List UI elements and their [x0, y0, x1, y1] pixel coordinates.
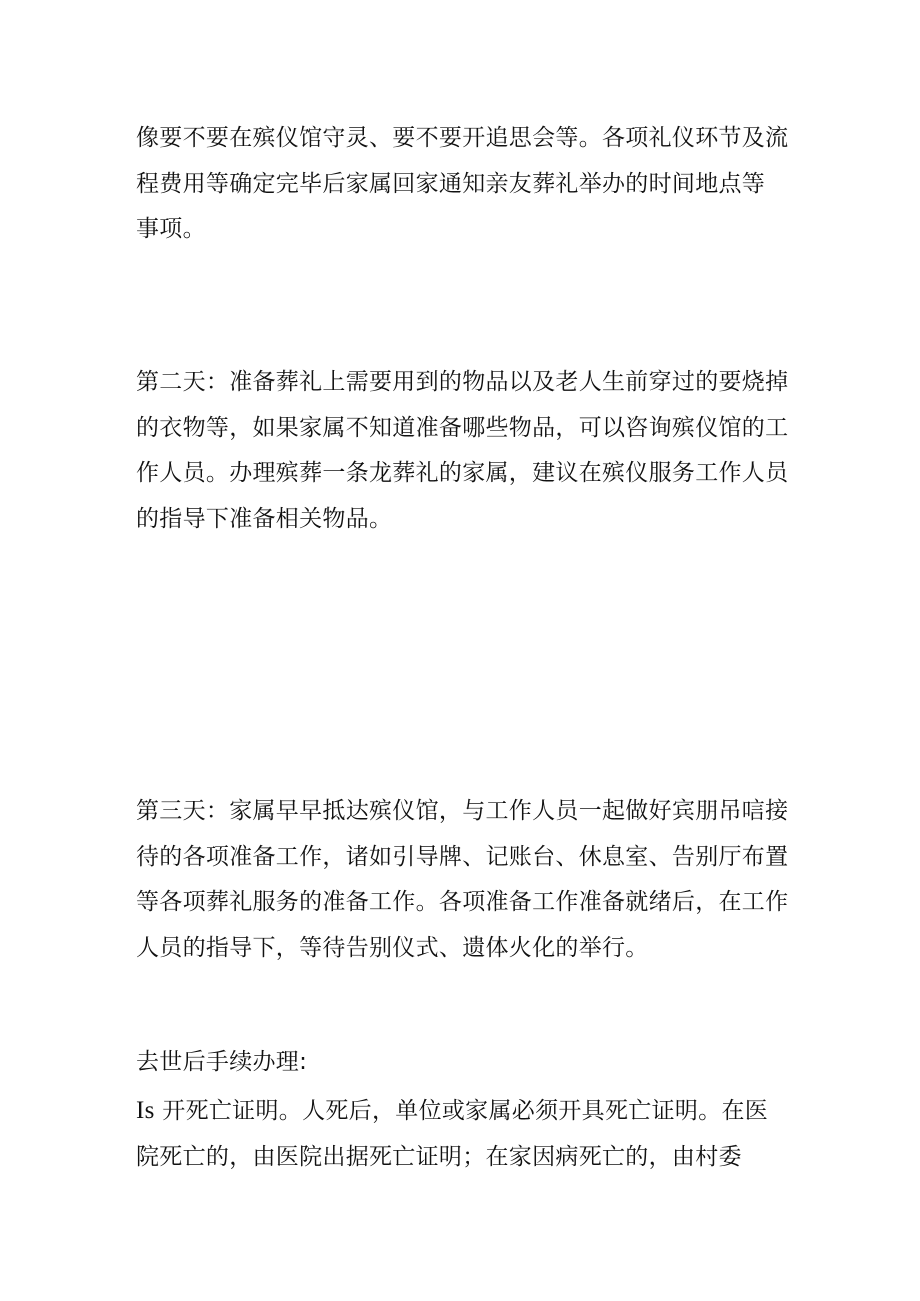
item-death-certificate	[136, 1088, 796, 1180]
item-line	[136, 1088, 796, 1135]
section-heading	[136, 1040, 796, 1086]
paragraph-line: 第三天：家属早早抵达殡仪馆，与工作人员一起做好宾朋吊唁接	[136, 798, 789, 824]
paragraph-wake-and-memorial	[136, 116, 796, 253]
paragraph-line: 像要不要在殡仪馆守灵、要不要开追思会等。各项礼仪环节及流	[136, 125, 789, 151]
item-prefix: Is	[136, 1097, 155, 1124]
paragraph-day-three	[136, 789, 796, 971]
paragraph-line: 第二天：准备葬礼上需要用到的物品以及老人生前穿过的要烧掉	[136, 369, 789, 395]
section-heading-text: 去世后手续办理:	[136, 1049, 308, 1075]
paragraph-line: 事项。	[136, 216, 206, 242]
paragraph-line: 人员的指导下，等待告别仪式、遗体火化的举行。	[136, 934, 649, 961]
item-line-text: 开死亡证明。人死后，单位或家属必须开具死亡证明。在医	[154, 1098, 769, 1124]
paragraph-line: 作人员。办理殡葬一条龙葬礼的家属，建议在殡仪服务工作人员	[136, 460, 789, 486]
item-line: 院死亡的，由医院出据死亡证明；在家因病死亡的，由村委	[136, 1143, 742, 1170]
paragraph-line: 的指导下准备相关物品。	[136, 505, 393, 532]
paragraph-day-two	[136, 360, 796, 542]
paragraph-line: 等各项葬礼服务的准备工作。各项准备工作准备就绪后，在工作	[136, 889, 789, 915]
paragraph-line: 的衣物等，如果家属不知道准备哪些物品，可以咨询殡仪馆的工	[136, 414, 789, 441]
paragraph-line: 待的各项准备工作，诸如引导牌、记账台、休息室、告别厅布置	[136, 843, 789, 870]
paragraph-line: 程费用等确定完毕后家属回家通知亲友葬礼举办的时间地点等	[136, 170, 766, 197]
